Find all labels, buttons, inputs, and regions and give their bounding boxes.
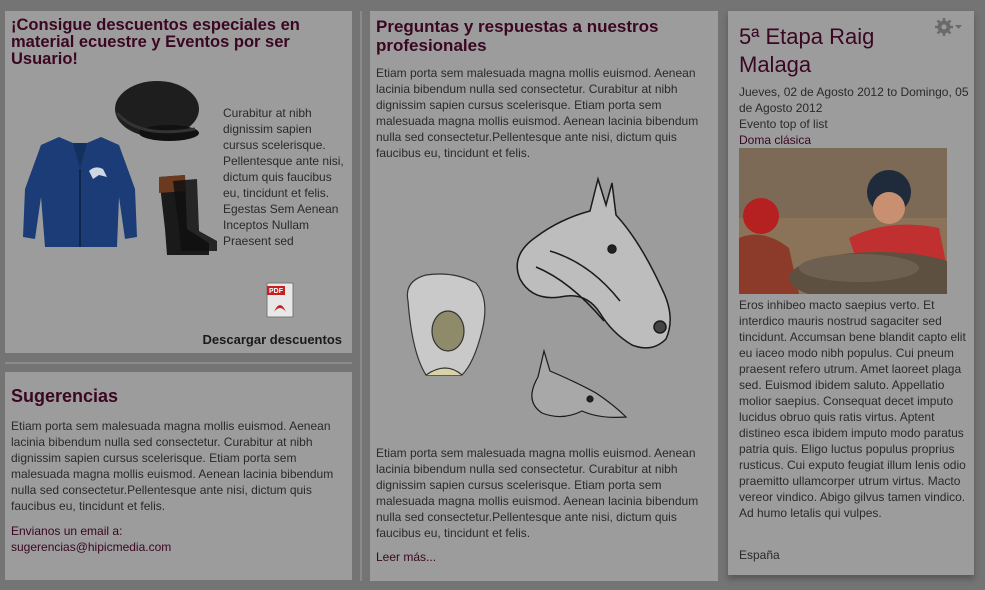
event-country: España <box>739 548 780 562</box>
horse-head-small-icon <box>532 351 626 417</box>
suggestions-panel <box>5 372 352 580</box>
event-panel <box>728 11 974 575</box>
download-discounts-link[interactable]: Descargar descuentos <box>202 332 342 347</box>
equestrian-gear-image <box>19 79 219 259</box>
horse-anatomy-illustration <box>400 171 690 431</box>
event-title: 5ª Etapa Raig Malaga <box>739 24 875 77</box>
read-more-link[interactable]: Leer más... <box>376 550 437 564</box>
pdf-icon-label: PDF <box>269 288 283 295</box>
event-date: Jueves, 02 de Agosto 2012 to Domingo, 05 de Agosto 2012 <box>739 85 969 115</box>
qa-title: Preguntas y respuestas a nuestros profesionales <box>376 17 659 55</box>
event-photo <box>739 148 947 294</box>
hoof-detail-icon <box>407 274 485 375</box>
suggestions-text: Etiam porta sem malesuada magna mollis euismod. Aenean lacinia bibendum nulla sed consectetur. Curabitur at nibh dignissim sapien cursus scelerisque. Etiam porta sem malesuada magna mollis euismod. Aenean lacinia bibendum nulla sed consectetur.Pellentesque ante nisi, dictum quis faucibus eu, tincidunt et felis. <box>11 419 334 513</box>
discounts-title: ¡Consigue descuentos especiales en material ecuestre y Eventos por ser Usuario! <box>11 16 300 68</box>
riding-jacket-icon <box>23 137 137 247</box>
event-description: Eros inhibeo macto saepius verto. Et interdico mauris nostrud sagaciter sed tincidunt. Accumsan bene blandit capto elit eu iaceo modo nibh populus. Cui pneum praesent refero utrum. Amet laoreet plaga sed. Euismod ibidem saluto. Appellatio molior saepius. Consequat decet imputo lucidus obruo quis ratis virtus. Aptent distineo esca ibidem imputo modo paratus patria quis. Eligo luctus populus proprius rusticus. Cui exputo feugiat illum lenis odio praemitto ullamcorper utrum virtus. Macto vereor vindico. Abigo gilvus tamen vindico. Ad humo letalis qui vulpes. <box>739 298 966 520</box>
riding-helmet-icon <box>115 81 199 141</box>
discounts-text: Curabitur at nibh dignissim sapien cursus scelerisque. Pellentesque ante nisi, dictum quis faucibus eu, tincidunt et felis. Egestas Sem Aenean Inceptos Nullam Praesent sed <box>223 106 344 248</box>
qa-panel <box>370 11 718 581</box>
qa-text-bottom: Etiam porta sem malesuada magna mollis euismod. Aenean lacinia bibendum nulla sed consectetur. Curabitur at nibh dignissim sapien cursus scelerisque. Etiam porta sem malesuada magna mollis euismod. Aenean lacinia bibendum nulla sed consectetur.Pellentesque ante nisi, dictum quis faucibus eu, tincidunt et felis. <box>376 446 699 540</box>
horse-head-icon <box>517 179 670 348</box>
suggestions-title: Sugerencias <box>11 386 119 406</box>
column-divider <box>360 11 362 581</box>
pdf-icon[interactable] <box>266 282 294 318</box>
row-divider <box>5 362 352 364</box>
event-category: Evento top of list <box>739 117 828 131</box>
email-label: Envianos un email a: <box>11 524 123 538</box>
chevron-down-icon <box>955 25 962 29</box>
suggestions-email-link[interactable]: sugerencias@hipicmedia.com <box>11 540 172 554</box>
qa-text-top: Etiam porta sem malesuada magna mollis euismod. Aenean lacinia bibendum nulla sed consectetur. Curabitur at nibh dignissim sapien cursus scelerisque. Etiam porta sem malesuada magna mollis euismod. Aenean lacinia bibendum nulla sed consectetur.Pellentesque ante nisi, dictum quis faucibus eu, tincidunt et felis. <box>376 66 699 160</box>
riding-boots-icon <box>159 175 217 255</box>
event-tag-link[interactable]: Doma clásica <box>739 133 812 147</box>
discounts-panel <box>5 11 352 353</box>
